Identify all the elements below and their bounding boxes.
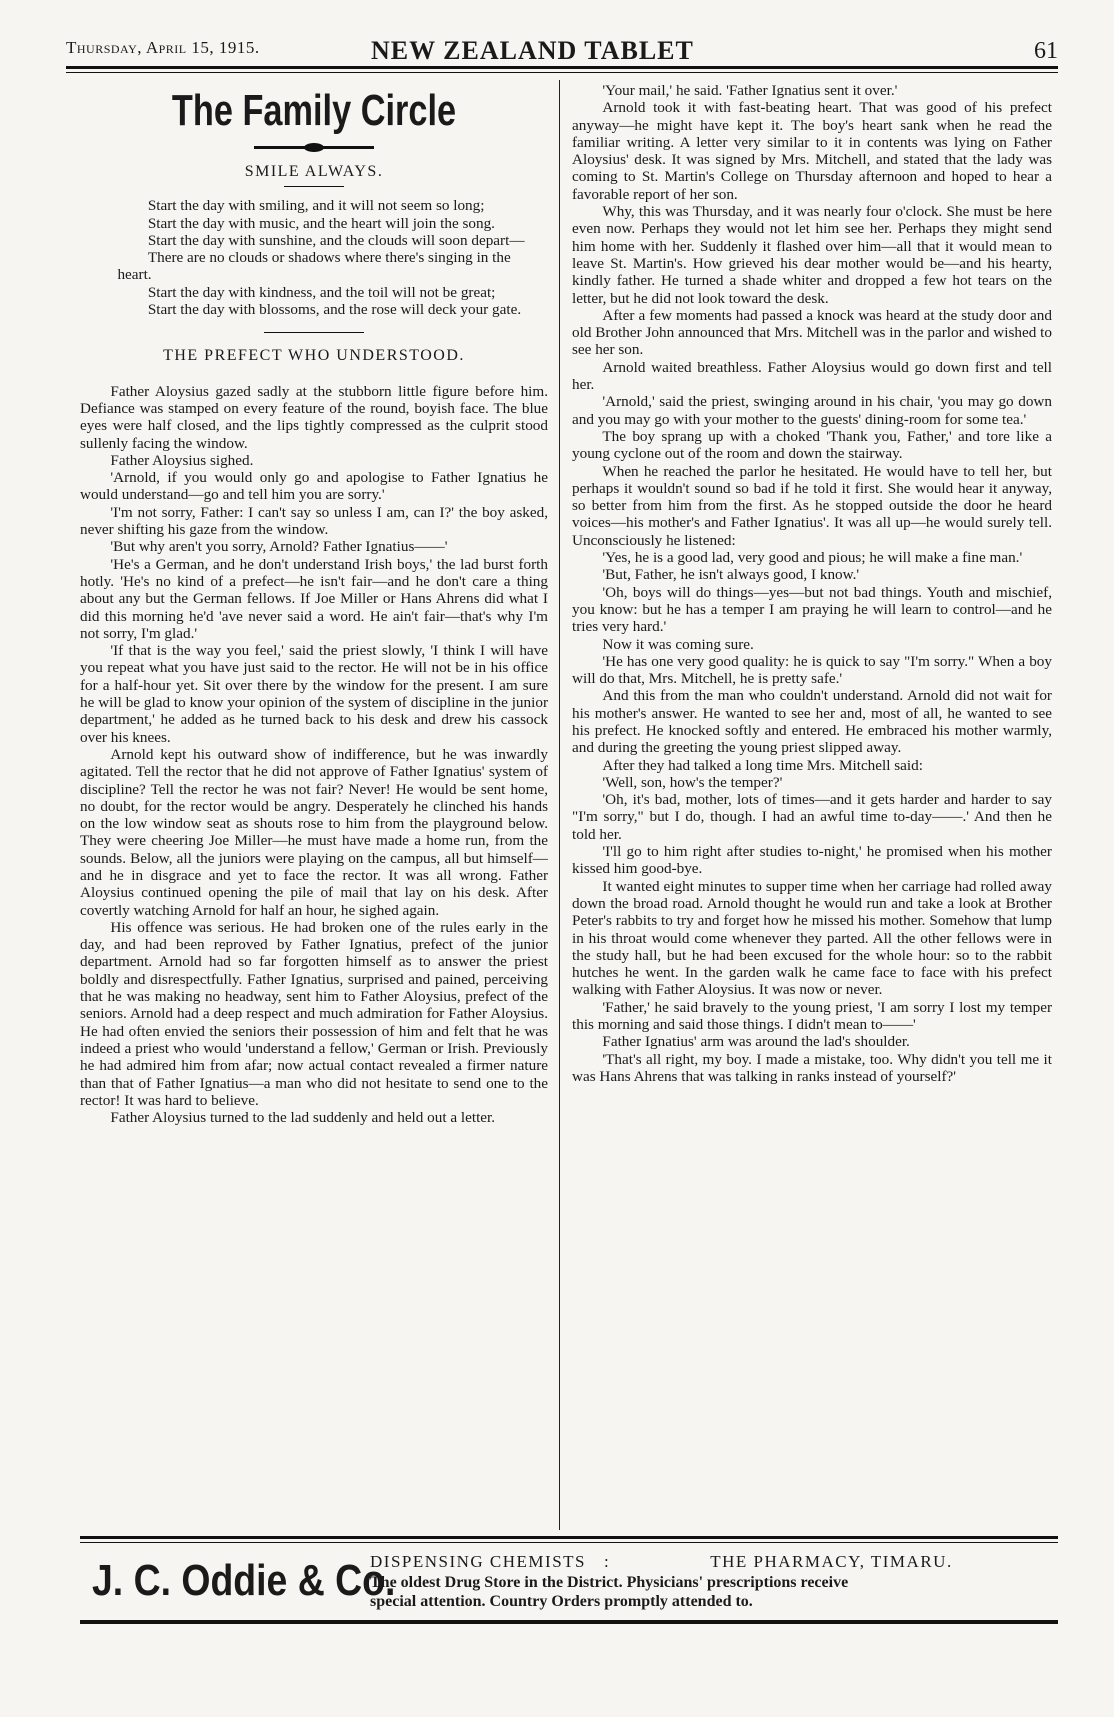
story-paragraph: 'But, Father, he isn't always good, I know.' (602, 566, 860, 584)
story-paragraph: Father Aloysius gazed sadly at the stubborn little figure before him. Defiance was stamped on every feature of the round, boyish face. The blue eyes were half closed, and the lips tightly compressed as the culprit stood sullenly facing the window. (80, 382, 548, 452)
page-header (66, 36, 1058, 76)
ad-line-2: The oldest Drug Store in the District. Physicians' prescriptions receive (370, 1574, 849, 1591)
story-paragraph: 'Arnold, if you would only go and apologise to Father Ignatius he would understand—go and tell him you are sorry.' (80, 469, 548, 504)
advertisement (80, 1546, 1058, 1616)
ad-line-1-right: THE PHARMACY, TIMARU. (710, 1552, 953, 1571)
poem-line: Start the day with kindness, and the toil will not be great; (147, 283, 496, 301)
section-rule (264, 332, 364, 333)
masthead: NEW ZEALAND TABLET (371, 36, 694, 65)
story-paragraph: After they had talked a long time Mrs. Mitchell said: (602, 756, 923, 774)
ad-line-3: special attention. Country Orders promptly attended to. (370, 1593, 753, 1610)
story-paragraph: 'Arnold,' said the priest, swinging around in his chair, 'you may go down and you may go with your mother to the guests' dining-room for some tea.' (572, 393, 1052, 428)
story-paragraph: The boy sprang up with a choked 'Thank you, Father,' and tore like a young cyclone out of the room and down the stairway. (572, 427, 1052, 463)
story-paragraph: And this from the man who couldn't understand. Arnold did not wait for his mother's answer. He wanted to see her and, most of all, he wanted to see his prefect. He knocked softly and entered. He embraced his mother warmly, and during the greeting the young priest slipped away. (572, 687, 1052, 757)
story-paragraph: When he reached the parlor he hesitated. He would have to tell her, but perhaps it wouldn't sound so bad if he told it first. She would hear it anyway, so better from him from the first. As he stopped outside the door he heard voices—his mother's and Father Ignatius'. It was all up—he would surely tell. Unconsciously he listened: (572, 462, 1052, 549)
story-paragraph: Father Aloysius sighed. (110, 451, 254, 469)
story-title: THE PREFECT WHO UNDERSTOOD. (163, 347, 465, 365)
story-paragraph: Now it was coming sure. (602, 635, 754, 653)
story-paragraph: Why, this was Thursday, and it was nearly four o'clock. She must be here even now. Perhaps they would not let him see her. Perhaps they might send him home with her. Suddenly it flashed over him—all that it would mean to leave St. Martin's. How grieved his dear mother would be—and his hearty, kindly father. He turned a shade whiter and dropped a few hot tears on the letter, but he did not look toward the desk. (572, 203, 1052, 307)
poem-line: Start the day with sunshine, and the clouds will soon depart— (147, 231, 525, 249)
story-paragraph: 'Yes, he is a good lad, very good and pious; he will make a fine man.' (602, 549, 1023, 567)
section-title: The Family Circle (171, 86, 457, 135)
ad-line-1-separator: : (604, 1552, 611, 1571)
poem-title: SMILE ALWAYS. (244, 163, 384, 180)
header-rule (66, 66, 1058, 69)
page-number: 61 (1034, 38, 1058, 64)
ad-bottom-rule (80, 1620, 1058, 1624)
ad-brand: J. C. Oddie & Co. (92, 1556, 396, 1605)
poem-line: Start the day with smiling, and it will not seem so long; (147, 197, 485, 215)
story-paragraph: Arnold waited breathless. Father Aloysius would go down first and tell her. (572, 358, 1052, 394)
story-paragraph: Father Ignatius' arm was around the lad's shoulder. (602, 1033, 910, 1051)
story-paragraph: After a few moments had passed a knock was heard at the study door and old Brother John announced that Mrs. Mitchell was in the parlor and wished to see her son. (572, 306, 1052, 359)
story-paragraph: 'Your mail,' he said. 'Father Ignatius sent it over.' (602, 82, 898, 99)
story-paragraph: 'Well, son, how's the temper?' (602, 773, 783, 791)
ad-line-1-left: DISPENSING CHEMISTS (370, 1552, 586, 1571)
story-paragraph: 'Oh, boys will do things—yes—but not bad things. Youth and mischief, you know: but he has a temper I am praying he will learn to control—and he tries very hard.' (572, 583, 1052, 636)
story-paragraph: 'I'll go to him right after studies to-night,' he promised when his mother kissed him good-bye. (572, 843, 1052, 878)
story-paragraph: 'But why aren't you sorry, Arnold? Father Ignatius——' (110, 538, 448, 556)
story-paragraph: 'That's all right, my boy. I made a mistake, too. Why didn't you tell me it was Hans Ahrens that was talking in ranks instead of yourself?' (572, 1050, 1052, 1085)
story-paragraph: It wanted eight minutes to supper time when her carriage had rolled away down the broad road. Arnold thought he would run and take a look at Brother Peter's rabbits to try and forget how he missed his mother. Somehow that lump in his throat would come whenever they parted. All the other fellows were in the study hall, but he had been excused for the whole hour: so to the rabbit hutches he went. In the garden walk he came face to face with his prefect walking with Father Aloysius. It was now or never. (572, 877, 1052, 999)
left-column (80, 82, 548, 1126)
ad-rule (80, 1536, 1058, 1539)
header-rule-thin (66, 72, 1058, 73)
poem (84, 197, 544, 318)
story-paragraph: 'He has one very good quality: he is quick to say "I'm sorry." When a boy will do that, Mrs. Mitchell, he is pretty safe.' (572, 652, 1052, 688)
poem-line: Start the day with blossoms, and the rose will deck your gate. (147, 301, 522, 319)
ad-line-1 (370, 1552, 953, 1572)
story-paragraph: 'If that is the way you feel,' said the priest slowly, 'I think I will have you repeat what you have just said to the rector. He will not be in his office for a half-hour yet. Sit over there by the window for the present. I am sure he will be glad to know your opinion of the system of discipline in the junior department,' he added as he turned back to his desk and drew his cassock over his knees. (80, 642, 548, 746)
story-paragraph: His offence was serious. He had broken one of the rules early in the day, and had been reproved by Father Ignatius, prefect of the junior department. Arnold had so far forgotten himself as to answer the priest boldly and disrespectfully. Father Ignatius, surprised and pained, perceiving that he was making no headway, sent him to Father Aloysius, prefect of the seniors. Arnold had a deep respect and much admiration for Father Aloysius. He had often envied the seniors their possession of him and felt that he was indeed a priest who would 'understand a fellow,' German or Irish. Previously he had admired him from afar; now actual contact revealed a firmer nature than that of Father Ignatius—a man who did not hesitate to send one to the rector! It was hard to believe. (80, 918, 548, 1109)
story-paragraph: 'Father,' he said bravely to the young priest, 'I am sorry I lost my temper this morning and said those things. I didn't mean to——' (572, 998, 1052, 1034)
column-divider (559, 80, 560, 1530)
ornament-divider (254, 146, 374, 149)
poem-line: Start the day with music, and the heart will join the song. (147, 214, 495, 232)
right-column (572, 82, 1052, 1085)
ad-rule-thin (80, 1542, 1058, 1543)
story-paragraph: Arnold kept his outward show of indifference, but he was inwardly agitated. Tell the rector that he did not approve of Father Ignatius' system of discipline? Tell the rector he was not fair? Never! He would be sent home, no doubt, for the rector would be angry. Desperately he clinched his hands on the low window seat as shouts rose to him from the playground below. They were cheering Joe Miller—he must have made a home run, from the sounds. Below, all the juniors were playing on the campus, all but himself—and he in disgrace and yet to face the rector. It was all wrong. Father Aloysius continued opening the pile of mail that lay on his desk. After covertly watching Arnold for half an hour, he sighed again. (80, 745, 548, 919)
story-paragraph: 'He's a German, and he don't understand Irish boys,' the lad burst forth hotly. 'He's no kind of a prefect—he isn't fair—and he don't care a thing about any but the German fellows. If Joe Miller or Hans Ahrens did what I did this morning he'd 'ave never said a word. He ain't fair—that's why I'm not sorry, I'm glad.' (80, 555, 548, 642)
story-paragraph: Father Aloysius turned to the lad suddenly and held out a letter. (110, 1109, 496, 1127)
issue-date: Thursday, April 15, 1915. (66, 38, 260, 57)
poem-line: There are no clouds or shadows where there's singing in the heart. (117, 249, 511, 284)
story-paragraph: 'I'm not sorry, Father: I can't say so unless I am, can I?' the boy asked, never shifting his gaze from the window. (80, 503, 548, 539)
short-rule (284, 186, 344, 187)
story-paragraph: 'Oh, it's bad, mother, lots of times—and it gets harder and harder to say "I'm sorry," but I do, though. I had an awful time to-day——.' And then he told her. (572, 791, 1052, 843)
story-paragraph: Arnold took it with fast-beating heart. That was good of his prefect anyway—he might have kept it. The boy's heart sank when he read the familiar writing. A letter very similar to it in contents was lying on Father Aloysius' desk. It was signed by Mrs. Mitchell, and stated that the lady was coming to St. Martin's College on Thursday afternoon and hoped to hear a favorable report of her son. (572, 99, 1052, 203)
